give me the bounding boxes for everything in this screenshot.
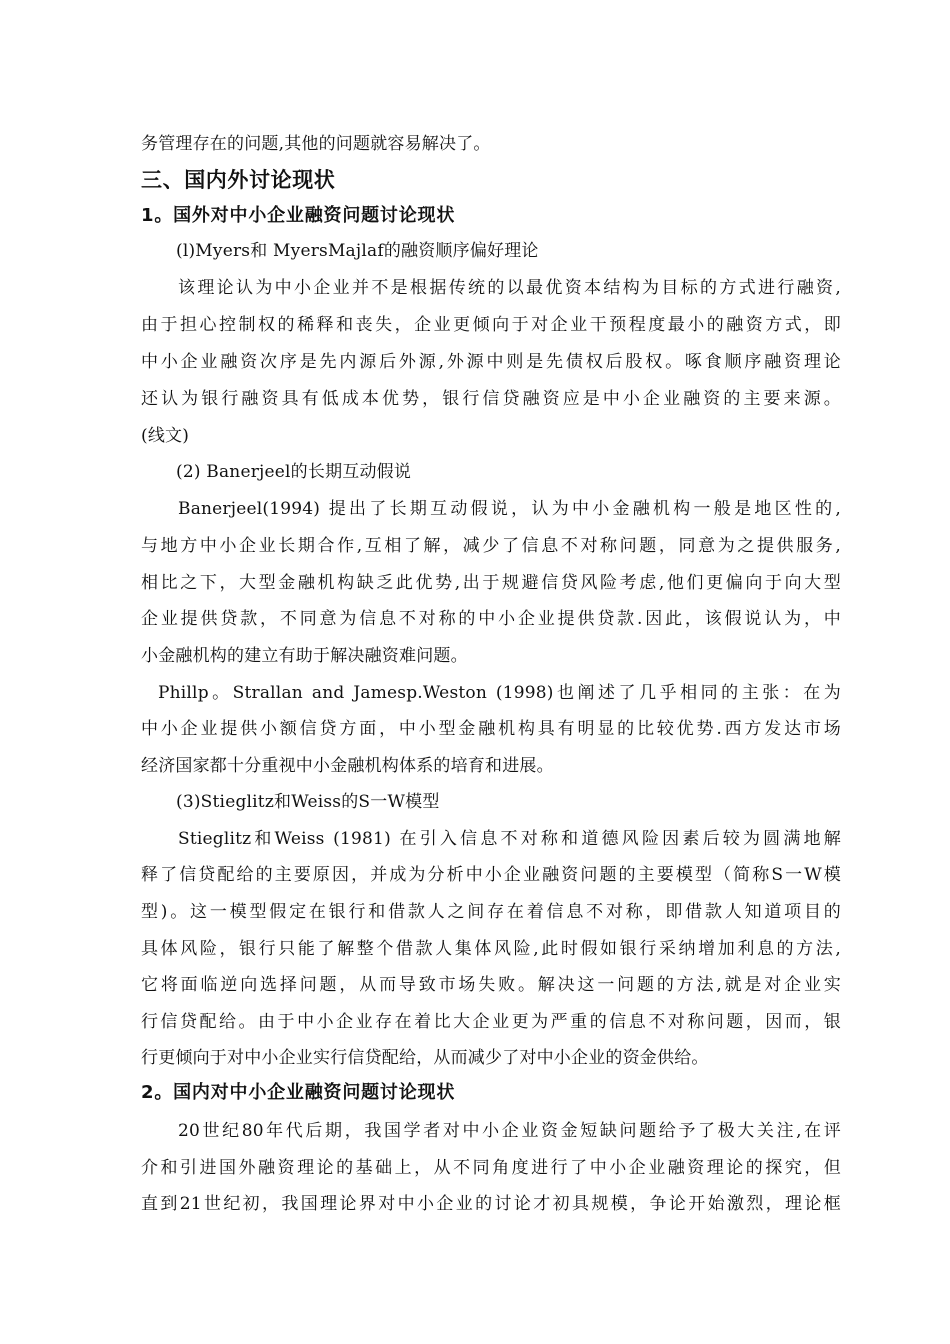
item-heading: (3)Stieglitz和Weiss的S一W模型 <box>176 792 440 812</box>
paragraph-line: Banerjeel(1994) 提出了长期互动假说，认为中小金融机构一般是地区性的, <box>178 499 841 519</box>
paragraph-line: 与地方中小企业长期合作,互相了解，减少了信息不对称问题，同意为之提供服务, <box>141 536 841 556</box>
paragraph-line: (线文) <box>141 426 190 446</box>
paragraph-line: 型)。这一模型假定在银行和借款人之间存在着信息不对称，即借款人知道项目的 <box>141 902 841 922</box>
paragraph-line: 企业提供贷款，不同意为信息不对称的中小企业提供贷款.因此，该假说认为，中 <box>141 609 841 629</box>
subsection-heading: 1。国外对中小企业融资问题讨论现状 <box>141 205 456 226</box>
paragraph-line: 它将面临逆向选择问题，从而导致市场失败。解决这一问题的方法,就是对企业实 <box>141 975 841 995</box>
paragraph-line: 该理论认为中小企业并不是根据传统的以最优资本结构为目标的方式进行融资, <box>178 278 841 298</box>
paragraph-line: Stieglitz和Weiss (1981) 在引入信息不对称和道德风险因素后较为圆满地解 <box>178 829 841 849</box>
item-heading: (l)Myers和 MyersMajlaf的融资顺序偏好理论 <box>176 241 539 261</box>
paragraph-line: 直到21世纪初，我国理论界对中小企业的讨论才初具规模，争论开始激烈，理论框 <box>141 1194 841 1214</box>
paragraph-line: 还认为银行融资具有低成本优势，银行信贷融资应是中小企业融资的主要来源。 <box>141 389 841 409</box>
section-heading: 三、国内外讨论现状 <box>141 168 336 192</box>
paragraph-line: 经济国家都十分重视中小金融机构体系的培育和进展。 <box>141 756 554 776</box>
paragraph-line: 行更倾向于对中小企业实行信贷配给，从而减少了对中小企业的资金供给。 <box>141 1048 709 1068</box>
item-heading: (2) Banerjeel的长期互动假说 <box>176 462 412 482</box>
paragraph-line: 具体风险，银行只能了解整个借款人集体风险,此时假如银行采纳增加利息的方法, <box>141 939 841 959</box>
paragraph-line: 释了信贷配给的主要原因，并成为分析中小企业融资问题的主要模型（简称S一W模 <box>141 865 841 885</box>
subsection-heading: 2。国内对中小企业融资问题讨论现状 <box>141 1082 456 1103</box>
paragraph-line: Phillp。Strallan and Jamesp.Weston (1998)也阐述了几乎相同的主张：在为 <box>158 683 841 703</box>
paragraph-line: 中小企业融资次序是先内源后外源,外源中则是先债权后股权。啄食顺序融资理论 <box>141 352 841 372</box>
paragraph-line: 介和引进国外融资理论的基础上，从不同角度进行了中小企业融资理论的探究，但 <box>141 1158 841 1178</box>
paragraph-line: 相比之下，大型金融机构缺乏此优势,出于规避信贷风险考虑,他们更偏向于向大型 <box>141 573 841 593</box>
paragraph-line: 由于担心控制权的稀释和丧失，企业更倾向于对企业干预程度最小的融资方式，即 <box>141 315 841 335</box>
paragraph-line: 中小企业提供小额信贷方面，中小型金融机构具有明显的比较优势.西方发达市场 <box>141 719 841 739</box>
paragraph-line: 20世纪80年代后期，我国学者对中小企业资金短缺问题给予了极大关注,在评 <box>178 1121 841 1141</box>
paragraph-line: 小金融机构的建立有助于解决融资难问题。 <box>141 646 468 666</box>
paragraph-line: 行信贷配给。由于中小企业存在着比大企业更为严重的信息不对称问题，因而，银 <box>141 1012 841 1032</box>
paragraph-line: 务管理存在的问题,其他的问题就容易解决了。 <box>141 134 491 154</box>
